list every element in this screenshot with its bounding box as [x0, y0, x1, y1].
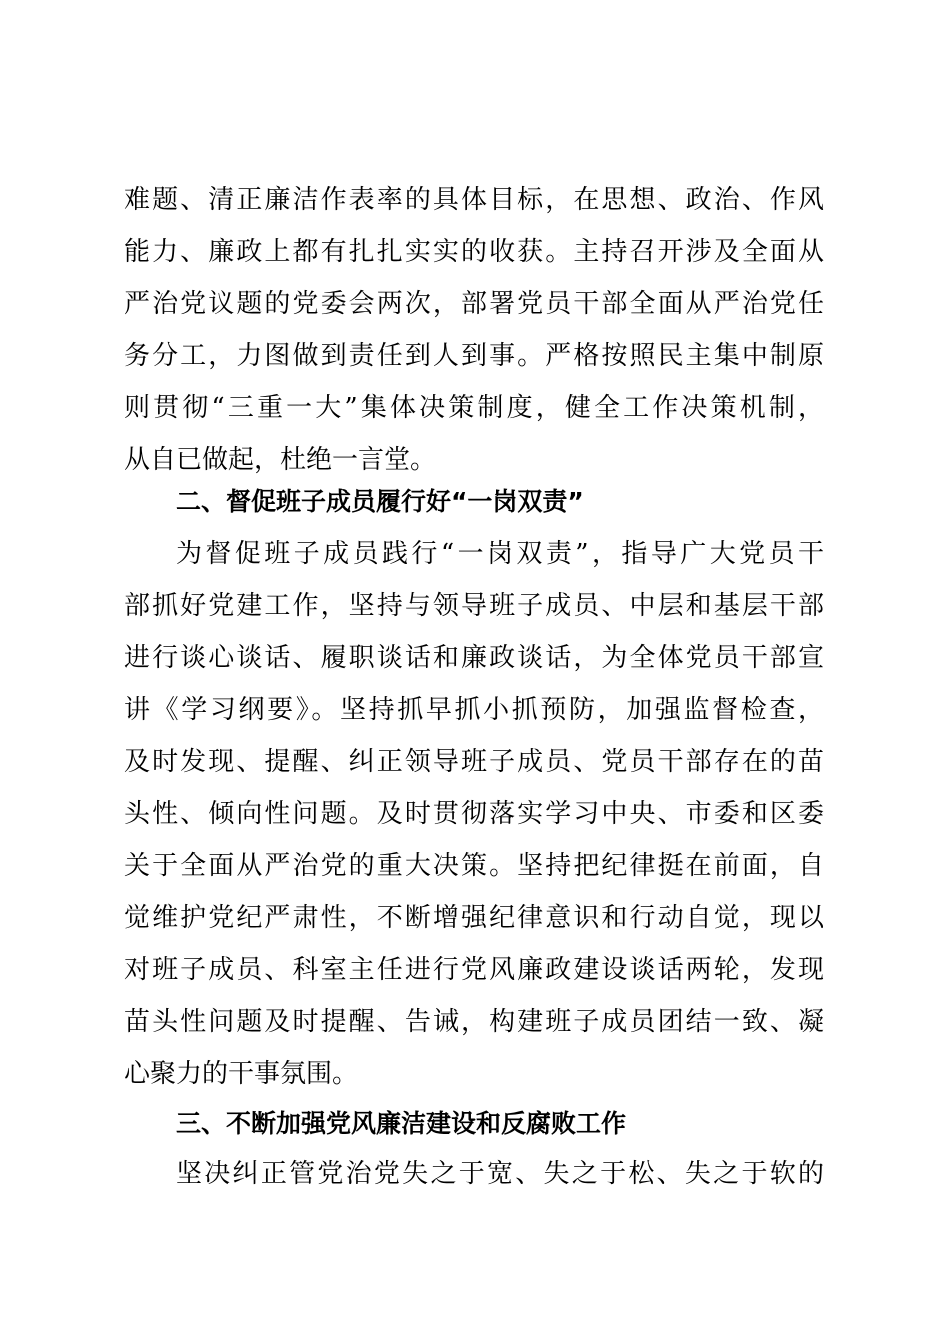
- section-heading-2: 二、督促班子成员履行好“一岗双责”: [176, 487, 584, 516]
- section-heading-3: 三、不断加强党风廉洁建设和反腐败工作: [176, 1109, 627, 1138]
- body-line: 进行谈心谈话、履职谈话和廉政谈话，为全体党员干部宣: [124, 643, 824, 673]
- body-line: 部抓好党建工作，坚持与领导班子成员、中层和基层干部: [124, 591, 824, 621]
- body-line: 讲《学习纲要》。坚持抓早抓小抓预防，加强监督检查，: [124, 695, 824, 725]
- body-line: 则贯彻“三重一大”集体决策制度，健全工作决策机制，: [124, 393, 824, 423]
- paragraph-first-line: 坚决纠正管党治党失之于宽、失之于松、失之于软的: [176, 1159, 824, 1189]
- body-line: 头性、倾向性问题。及时贯彻落实学习中央、市委和区委: [124, 799, 824, 829]
- body-line: 难题、清正廉洁作表率的具体目标，在思想、政治、作风: [124, 185, 824, 215]
- body-line: 务分工，力图做到责任到人到事。严格按照民主集中制原: [124, 341, 824, 371]
- body-line: 能力、廉政上都有扎扎实实的收获。主持召开涉及全面从: [124, 237, 824, 267]
- body-line: 从自已做起，杜绝一言堂。: [124, 445, 437, 475]
- body-line: 苗头性问题及时提醒、告诫，构建班子成员团结一致、凝: [124, 1007, 824, 1037]
- body-line: 对班子成员、科室主任进行党风廉政建设谈话两轮，发现: [124, 955, 824, 985]
- paragraph-first-line: 为督促班子成员践行“一岗双责”，指导广大党员干: [176, 539, 824, 569]
- body-line: 严治党议题的党委会两次，部署党员干部全面从严治党任: [124, 289, 824, 319]
- body-line: 关于全面从严治党的重大决策。坚持把纪律挺在前面，自: [124, 851, 824, 881]
- body-line: 及时发现、提醒、纠正领导班子成员、党员干部存在的苗: [124, 747, 824, 777]
- body-line: 心聚力的干事氛围。: [124, 1059, 359, 1089]
- body-line: 觉维护党纪严肃性，不断增强纪律意识和行动自觉，现以: [124, 903, 824, 933]
